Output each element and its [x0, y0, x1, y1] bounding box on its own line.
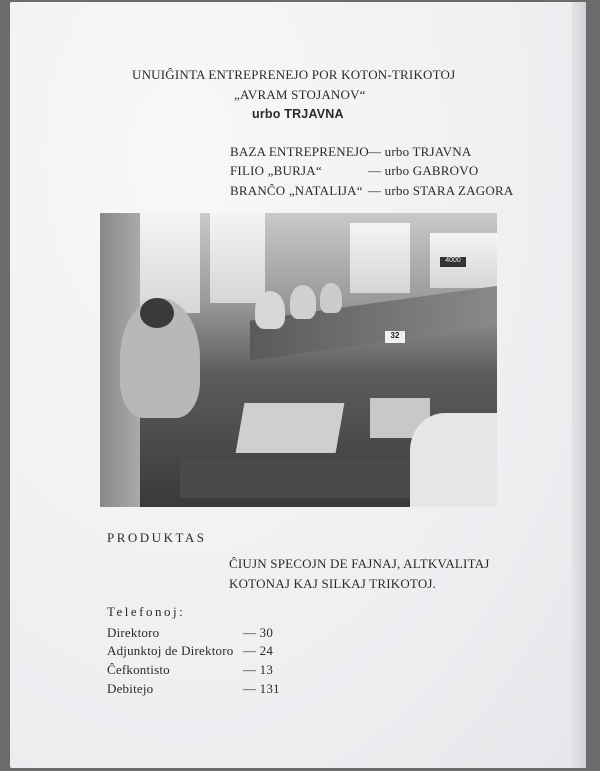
phone-number: — 13 — [243, 662, 274, 677]
branch-name: FILIO „BURJA“ — [230, 163, 322, 178]
page-edge — [572, 2, 586, 768]
phone-label: Direktoro — [107, 625, 160, 640]
branch-city: — urbo TRJAVNA — [368, 144, 472, 159]
phone-number: — 24 — [243, 643, 274, 658]
header-line-2: „AVRAM STOJANOV“ — [234, 87, 366, 102]
header-line-3: urbo TRJAVNA — [252, 107, 344, 121]
phone-label: Ĉefkontisto — [107, 662, 170, 677]
phones-heading: Telefonoj: — [107, 604, 186, 619]
phone-number: — 131 — [243, 681, 280, 696]
phone-label: Adjunktoj de Direktoro — [107, 643, 234, 658]
header-line-1: UNUIĜINTA ENTREPRENEJO POR KOTON-TRIKOTOJ — [132, 67, 456, 82]
products-line-1: ĈIUJN SPECOJN DE FAJNAJ, ALTKVALITAJ — [229, 556, 490, 571]
branch-city: — urbo GABROVO — [368, 163, 479, 178]
phone-label: Debitejo — [107, 681, 154, 696]
photo-sign: 32 — [385, 331, 405, 343]
phone-number: — 30 — [243, 625, 274, 640]
factory-photo — [100, 213, 497, 507]
branch-name: BAZA ENTREPRENEJO — [230, 144, 369, 159]
products-line-2: KOTONAJ KAJ SILKAJ TRIKOTOJ. — [229, 576, 437, 591]
products-heading: PRODUKTAS — [107, 530, 207, 545]
photo-sign: 4000 — [440, 257, 466, 267]
branch-name: BRANĈO „NATALIJA“ — [230, 183, 363, 198]
branch-city: — urbo STARA ZAGORA — [368, 183, 514, 198]
